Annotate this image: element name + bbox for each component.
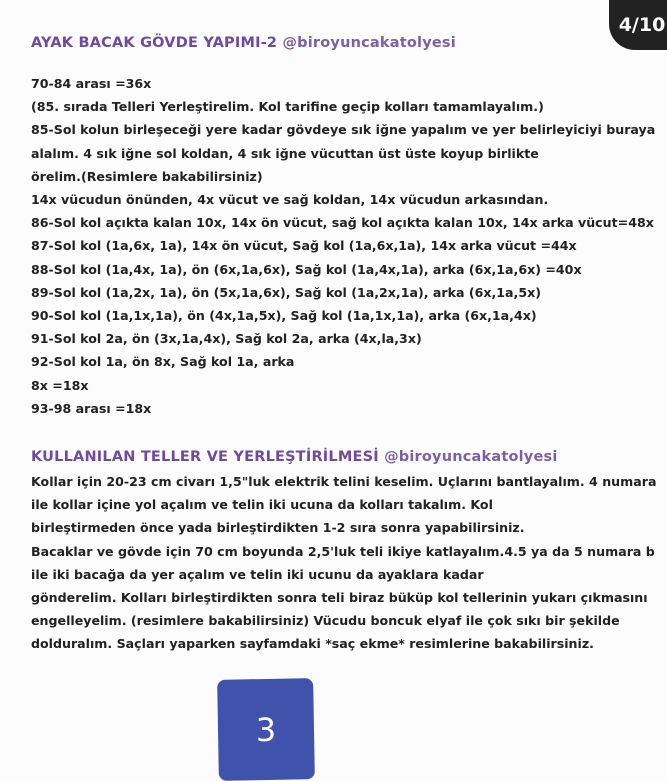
pattern-instructions — [31, 72, 655, 420]
text-line: 8x =18x — [31, 377, 89, 393]
section-title: KULLANILAN TELLER VE YERLEŞTİRİLMESİ — [31, 449, 379, 465]
text-line: gönderelim. Kolları birleştirdikten sonra teli biraz büküp kol tellerinin yukarı çıkmasını — [31, 590, 648, 606]
text-line: örelim.(Resimlere bakabilirsiniz) — [31, 168, 263, 184]
text-line: ile kollar içine yol açalım ve telin iki ucuna da kolları takalım. Kol — [31, 497, 493, 513]
text-line: 91-Sol kol 2a, ön (3x,1a,4x), Sağ kol 2a, arka (4x,la,3x) — [31, 331, 422, 347]
text-line: 86-Sol kol açıkta kalan 10x, 14x ön vücut, sağ kol açıkta kalan 10x, 14x arka vücut=48x — [31, 215, 654, 231]
page-counter-badge: 4/10 — [609, 0, 667, 50]
account-handle: @biroyuncakatolyesi — [282, 35, 456, 51]
section-heading-body — [31, 35, 456, 51]
text-line: 88-Sol kol (1a,4x, 1a), ön (6x,1a,6x), Sağ kol (1a,4x,1a), arka (6x,1a,6x) =40x — [31, 261, 582, 277]
wire-instructions — [31, 470, 656, 656]
text-line: 93-98 arası =18x — [31, 400, 152, 416]
section-title: AYAK BACAK GÖVDE YAPIMI-2 — [31, 35, 278, 51]
text-line: 70-84 arası =36x — [31, 76, 152, 91]
section-heading-wires — [31, 449, 558, 465]
text-line: dolduralım. Saçları yaparken sayfamdaki *saç ekme* resimlerine bakabilirsiniz. — [31, 636, 594, 652]
account-handle: @biroyuncakatolyesi — [384, 449, 558, 465]
text-line: 87-Sol kol (1a,6x, 1a), 14x ön vücut, Sağ kol (1a,6x,1a), 14x arka vücut =44x — [31, 238, 577, 254]
text-line: engelleyelim. (resimlere bakabilirsiniz) Vücudu boncuk elyaf ile çok sıkı bir şekilde — [31, 613, 620, 629]
text-line: 92-Sol kol 1a, ön 8x, Sağ kol 1a, arka — [31, 354, 295, 370]
page-number: 3 — [255, 710, 277, 749]
text-line: Kollar için 20-23 cm civarı 1,5"luk elektrik telini keselim. Uçlarını bantlayalım. 4 numara — [31, 474, 657, 489]
text-line: 90-Sol kol (1a,1x,1a), ön (4x,1a,5x), Sağ kol (1a,1x,1a), arka (6x,1a,4x) — [31, 308, 537, 324]
text-line: birleştirmeden önce yada birleştirdikten 1-2 sıra sonra yapabilirsiniz. — [31, 520, 525, 536]
page-number-tile — [217, 678, 315, 781]
text-line: 85-Sol kolun birleşeceği yere kadar gövdeye sık iğne yapalım ve yer belirleyiciyi buraya — [31, 122, 656, 138]
text-line: 89-Sol kol (1a,2x, 1a), ön (5x,1a,6x), Sağ kol (1a,2x,1a), arka (6x,1a,5x) — [31, 284, 541, 300]
text-line: ile iki bacağa da yer açalım ve telin iki ucunu da ayaklara kadar — [31, 566, 484, 582]
text-line: 14x vücudun önünden, 4x vücut ve sağ koldan, 14x vücudun arkasından. — [31, 192, 549, 208]
text-line: Bacaklar ve gövde için 70 cm boyunda 2,5'luk teli ikiye katlayalım.4.5 ya da 5 numara b — [31, 543, 655, 559]
text-line: (85. sırada Telleri Yerleştirelim. Kol tarifine geçip kolları tamamlayalım.) — [31, 99, 544, 115]
text-line: alalım. 4 sık iğne sol koldan, 4 sık iğne vücuttan üst üste koyup birlikte — [31, 145, 539, 161]
